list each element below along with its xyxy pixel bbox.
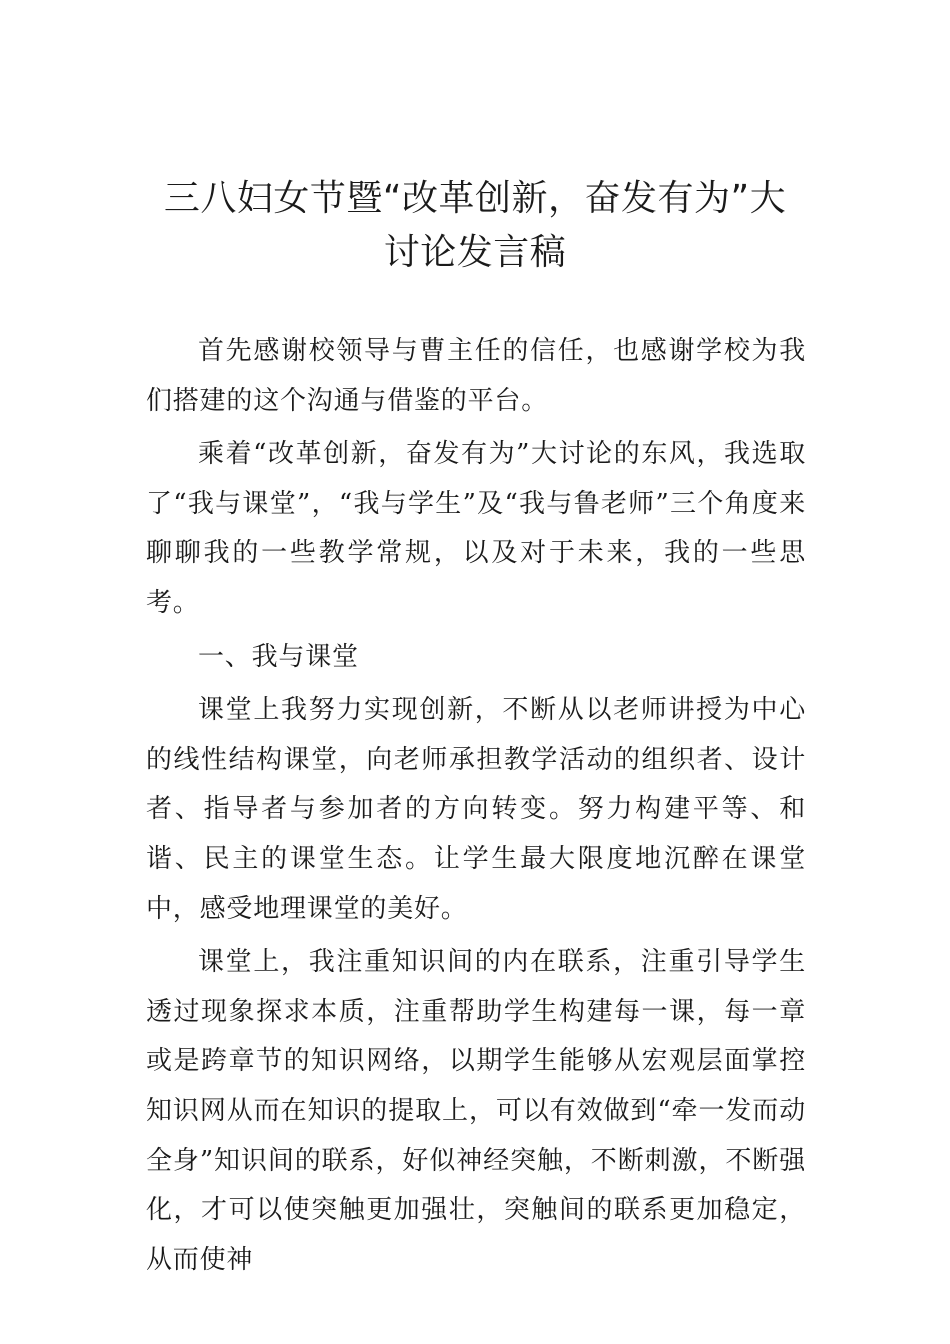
paragraph-classroom-innovation: 课堂上我努力实现创新，不断从以老师讲授为中心的线性结构课堂，向老师承担教学活动的组织者、设计者、指导者与参加者的方向转变。努力构建平等、和谐、民主的课堂生态。让学生最大限度地沉醉在课堂中，感受地理课堂的美好。: [146, 695, 806, 924]
title-line-2: 讨论发言稿: [383, 232, 567, 273]
paragraph-thanks: 首先感谢校领导与曹主任的信任，也感谢学校为我们搭建的这个沟通与借鉴的平台。: [146, 336, 806, 416]
document-title: [140, 172, 810, 280]
title-line-1: 三八妇女节暨“改革创新，奋发有为”大: [163, 178, 787, 219]
paragraph-intro: 乘着“改革创新，奋发有为”大讨论的东风，我选取了“我与课堂”，“我与学生”及“我与鲁老师”三个角度来聊聊我的一些教学常规，以及对于未来，我的一些思考。: [146, 439, 806, 618]
document-body: [146, 327, 806, 1289]
section-heading-classroom: 一、我与课堂: [198, 641, 359, 672]
paragraph-knowledge-network: 课堂上，我注重知识间的内在联系，注重引导学生透过现象探求本质，注重帮助学生构建每一课，每一章或是跨章节的知识网络，以期学生能够从宏观层面掌控知识网从而在知识的提取上，可以有效做到“牵一发而动全身”知识间的联系，好似神经突触，不断刺激，不断强化，才可以使突触更加强壮，突触间的联系更加稳定，从而使神: [146, 947, 806, 1275]
